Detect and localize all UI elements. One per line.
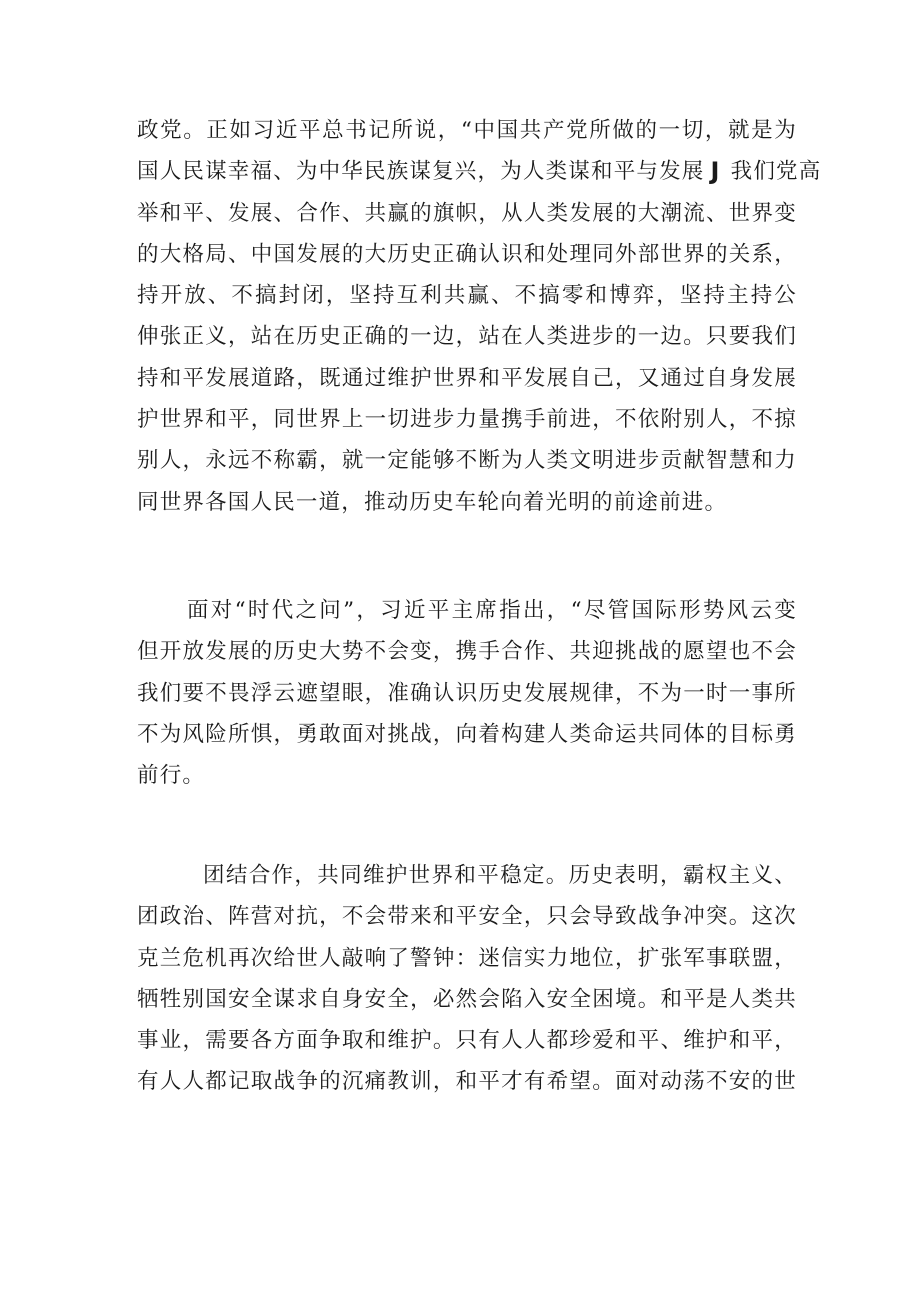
text-line: 伸张正义，站在历史正确的一边，站在人类进步的一边。只要我们	[137, 324, 797, 350]
paragraph-2	[137, 590, 797, 796]
text-line: 面对“时代之问”，习近平主席指出，“尽管国际形势风云变	[187, 598, 797, 623]
text-line: 持和平发展道路，既通过维护世界和平发展自己，又通过自身发展	[137, 365, 797, 391]
text-line: 举和平、发展、合作、共赢的旗帜，从人类发展的大潮流、世界变	[137, 200, 797, 226]
stray-mark: J	[710, 157, 721, 186]
text-line: 但开放发展的历史大势不会变，携手合作、共迎挑战的愿望也不会	[137, 639, 797, 665]
text-line: 护世界和平，同世界上一切进步力量携手前进，不依附别人，不掠	[137, 407, 797, 433]
text-line: 前行。	[137, 763, 206, 789]
text-fragment	[705, 151, 822, 192]
text-line: 事业，需要各方面争取和维护。只有人人都珍爱和平、维护和平，	[137, 1028, 797, 1054]
text-line: 同世界各国人民一道，推动历史车轮向着光明的前途前进。	[137, 489, 728, 515]
text-line: 有人人都记取战争的沉痛教训，和平才有希望。面对动荡不安的世	[137, 1069, 797, 1095]
text-fragment: 我们党高	[730, 159, 822, 185]
paragraph-1	[137, 110, 822, 523]
paragraph-3	[137, 855, 797, 1103]
text-line: 我们要不畏浮云遮望眼，准确认识历史发展规律，不为一时一事所	[137, 680, 797, 706]
text-line: 别人，永远不称霸，就一定能够不断为人类文明进步贡献智慧和力	[137, 448, 797, 474]
text-line: 的大格局、中国发展的大历史正确认识和处理同外部世界的关系，	[137, 241, 797, 267]
text-line: 政党。正如习近平总书记所说，“中国共产党所做的一切，就是为	[137, 118, 797, 143]
text-line: 牺牲别国安全谋求自身安全，必然会陷入安全困境。和平是人类共	[137, 986, 797, 1012]
text-line: 克兰危机再次给世人敲响了警钟：迷信实力地位，扩张军事联盟，	[137, 945, 797, 971]
text-fragment: 国人民谋幸福、为中华民族谋复兴，为人类谋和平与发展	[137, 159, 705, 185]
text-line: 团结合作，共同维护世界和平稳定。历史表明，霸权主义、	[203, 863, 797, 888]
text-line: 团政治、阵营对抗，不会带来和平安全，只会导致战争冲突。这次	[137, 904, 797, 930]
text-line: 不为风险所惧，勇敢面对挑战，向着构建人类命运共同体的目标勇	[137, 721, 797, 747]
text-line: 持开放、不搞封闭，坚持互利共赢、不搞零和博弈，坚持主持公	[137, 283, 797, 309]
text-line	[137, 151, 822, 192]
